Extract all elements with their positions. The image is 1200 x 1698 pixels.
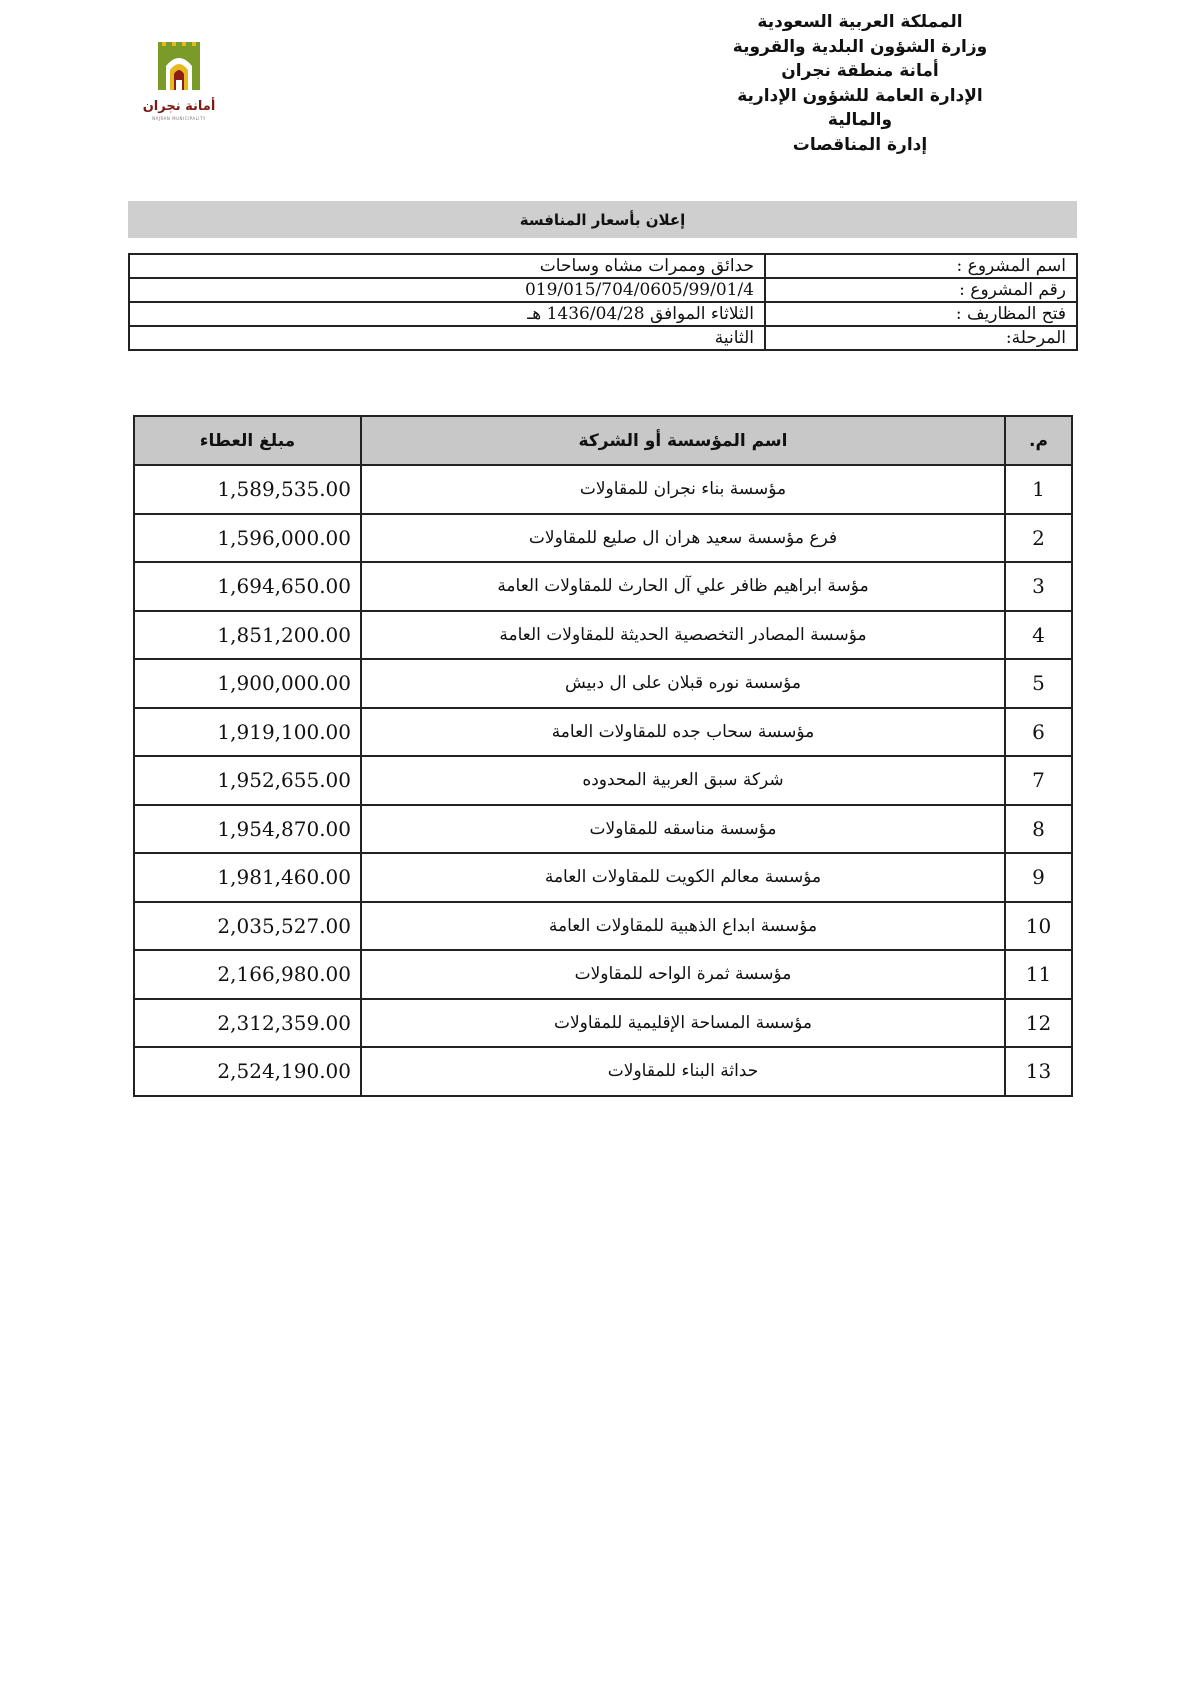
bid-amount: 1,694,650.00 (217, 574, 351, 599)
project-info-row (129, 278, 1077, 302)
header-line-municipality: أمانة منطقة نجران (781, 61, 939, 81)
bid-number: 9 (1005, 853, 1072, 902)
stage-label: المرحلة: (765, 326, 1077, 350)
bid-number: 1 (1005, 465, 1072, 514)
project-info-row (129, 302, 1077, 326)
bid-company: فرع مؤسسة سعيد هران ال صليع للمقاولات (361, 514, 1005, 563)
table-row (134, 853, 1072, 902)
header-line-admin: الإدارة العامة للشؤون الإدارية (737, 85, 983, 106)
bid-amount-cell (134, 902, 361, 951)
project-number-label: رقم المشروع : (765, 278, 1077, 302)
header-line-kingdom: المملكة العربية السعودية (757, 12, 963, 32)
bid-number: 11 (1005, 950, 1072, 999)
project-info-table (128, 253, 1078, 351)
bid-amount: 1,589,535.00 (217, 477, 351, 502)
bids-table (133, 415, 1073, 1097)
bid-company: مؤسسة مناسقه للمقاولات (361, 805, 1005, 854)
bid-amount: 1,952,655.00 (217, 768, 351, 793)
header-line-tenders: إدارة المناقصات (792, 134, 928, 155)
bid-number: 8 (1005, 805, 1072, 854)
table-row (134, 708, 1072, 757)
bid-company: مؤسسة المصادر التخصصية الحديثة للمقاولات العامة (361, 611, 1005, 660)
bid-number: 6 (1005, 708, 1072, 757)
table-row (134, 902, 1072, 951)
project-name-label: اسم المشروع : (765, 254, 1077, 278)
table-row (134, 805, 1072, 854)
table-row (134, 950, 1072, 999)
bid-amount: 1,981,460.00 (217, 865, 351, 890)
envelope-opening-value: الثلاثاء الموافق 1436/04/28 هـ (129, 302, 765, 326)
table-row (134, 1047, 1072, 1096)
bid-amount-cell (134, 514, 361, 563)
bid-company: مؤسسة نوره قبلان على ال دبيش (361, 659, 1005, 708)
table-row (134, 465, 1072, 514)
stage-value: الثانية (129, 326, 765, 350)
bid-number: 2 (1005, 514, 1072, 563)
bid-amount: 2,166,980.00 (217, 962, 351, 987)
bid-company: مؤسسة معالم الكويت للمقاولات العامة (361, 853, 1005, 902)
bid-company: مؤسسة بناء نجران للمقاولات (361, 465, 1005, 514)
bid-amount-cell (134, 562, 361, 611)
bid-number: 10 (1005, 902, 1072, 951)
announcement-title: إعلان بأسعار المنافسة (519, 210, 686, 229)
header-line-finance: والمالية (827, 110, 893, 130)
table-row (134, 611, 1072, 660)
bid-company: مؤسسة ابداع الذهبية للمقاولات العامة (361, 902, 1005, 951)
table-row (134, 514, 1072, 563)
bid-amount: 1,900,000.00 (217, 671, 351, 696)
bid-amount: 1,919,100.00 (217, 719, 351, 744)
table-row (134, 659, 1072, 708)
bid-amount: 2,035,527.00 (217, 913, 351, 938)
logo-subcaption: NAJRAN MUNICIPALITY (152, 116, 206, 121)
bid-amount-cell (134, 950, 361, 999)
project-info-row (129, 254, 1077, 278)
announcement-title-bar (128, 201, 1077, 238)
bid-amount: 1,596,000.00 (217, 525, 351, 550)
table-row (134, 999, 1072, 1048)
project-number-value: 019/015/704/0605/99/01/4 (129, 278, 765, 302)
header-line-ministry: وزارة الشؤون البلدية والقروية (732, 36, 988, 57)
table-row (134, 562, 1072, 611)
bid-number: 7 (1005, 756, 1072, 805)
logo-caption: أمانة نجران (142, 99, 216, 114)
bid-amount-cell (134, 756, 361, 805)
bid-number: 12 (1005, 999, 1072, 1048)
bid-number: 5 (1005, 659, 1072, 708)
bid-company: مؤسسة ثمرة الواحه للمقاولات (361, 950, 1005, 999)
bid-company: مؤسسة سحاب جده للمقاولات العامة (361, 708, 1005, 757)
bid-amount-cell (134, 999, 361, 1048)
envelope-opening-label: فتح المظاريف : (765, 302, 1077, 326)
bid-amount-cell (134, 465, 361, 514)
ministry-header (690, 10, 1030, 157)
column-header-amount: مبلغ العطاء (134, 416, 361, 465)
bid-number: 4 (1005, 611, 1072, 660)
bid-amount-cell (134, 853, 361, 902)
project-info-row (129, 326, 1077, 350)
bid-amount-cell (134, 805, 361, 854)
bids-header-row (134, 416, 1072, 465)
project-name-value: حدائق وممرات مشاه وساحات (129, 254, 765, 278)
bid-amount-cell (134, 611, 361, 660)
bid-number: 3 (1005, 562, 1072, 611)
table-row (134, 756, 1072, 805)
bid-amount: 1,851,200.00 (217, 622, 351, 647)
bid-company: مؤسة ابراهيم ظافر علي آل الحارث للمقاولات العامة (361, 562, 1005, 611)
bid-amount: 2,524,190.00 (217, 1059, 351, 1084)
bid-amount-cell (134, 708, 361, 757)
column-header-number: م. (1005, 416, 1072, 465)
bid-amount: 2,312,359.00 (217, 1010, 351, 1035)
bid-amount-cell (134, 1047, 361, 1096)
bid-amount: 1,954,870.00 (217, 816, 351, 841)
bid-company: شركة سبق العربية المحدوده (361, 756, 1005, 805)
bid-company: مؤسسة المساحة الإقليمية للمقاولات (361, 999, 1005, 1048)
bid-company: حداثة البناء للمقاولات (361, 1047, 1005, 1096)
column-header-company: اسم المؤسسة أو الشركة (361, 416, 1005, 465)
bid-amount-cell (134, 659, 361, 708)
bid-number: 13 (1005, 1047, 1072, 1096)
